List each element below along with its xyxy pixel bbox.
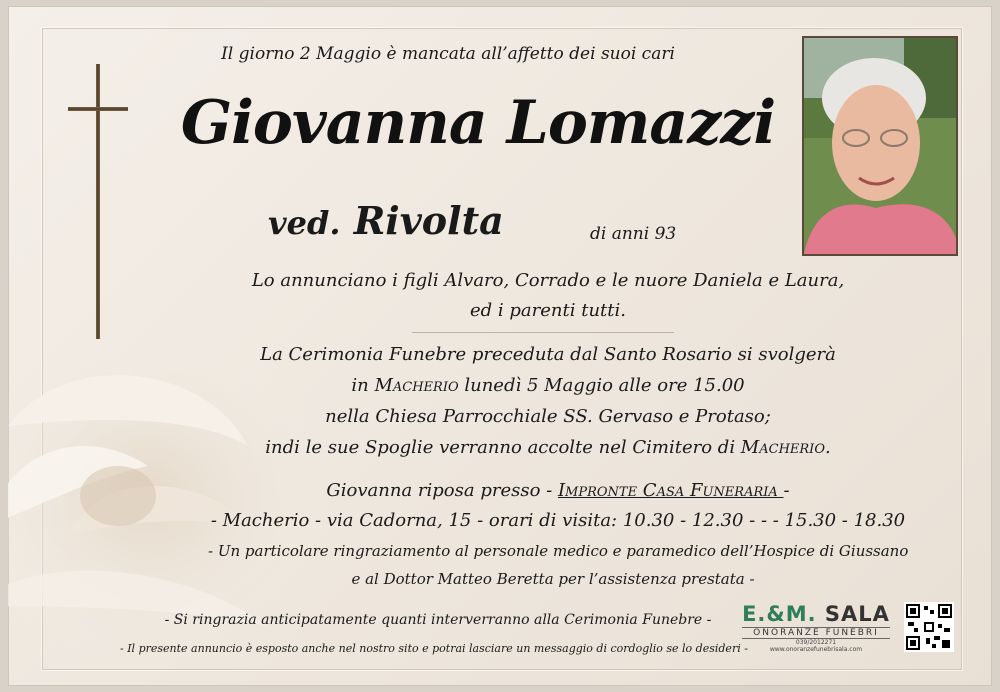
widow-surname: Rivolta <box>353 198 504 243</box>
logo-brand-sala: SALA <box>824 602 890 626</box>
logo-phone: 039/2012271 <box>795 639 837 646</box>
ceremony-line-2-pre: in <box>351 375 375 396</box>
deceased-name: Giovanna Lomazzi <box>180 88 776 158</box>
ceremony-line-4 <box>228 437 868 458</box>
ceremony-line-4-pre: indi le sue Spoglie verranno accolte nel Cimitero di <box>265 437 741 458</box>
cross-icon <box>96 64 100 339</box>
ceremony-line-2-post: lunedì 5 Maggio alle ore 15.00 <box>458 375 745 396</box>
thanks-advance: - Si ringrazia anticipatamente quanti interverranno alla Cerimonia Funebre - <box>164 612 712 628</box>
logo-subtitle: ONORANZE FUNEBRI <box>742 627 890 639</box>
funeral-home-link[interactable]: Impronte Casa Funeraria <box>557 480 784 501</box>
qr-code-icon[interactable] <box>904 602 954 652</box>
rest-line-post: - <box>783 480 790 501</box>
ceremony-line-1: La Cerimonia Funebre preceduta dal Santo Rosario si svolgerà <box>260 344 836 365</box>
ceremony-line-3: nella Chiesa Parrocchiale SS. Gervaso e Protaso; <box>325 406 771 427</box>
cemetery-place: Macherio <box>740 437 825 458</box>
widow-line <box>268 198 504 243</box>
announcers-line-1: Lo annunciano i figli Alvaro, Corrado e le nuore Daniela e Laura, <box>251 270 845 291</box>
thanks-line-1: - Un particolare ringraziamento al personale medico e paramedico dell’Hospice di Giussano <box>208 542 909 560</box>
rest-line <box>208 480 908 501</box>
logo-brand <box>732 602 900 626</box>
announcers-line-2: ed i parenti tutti. <box>470 300 626 321</box>
divider <box>412 332 674 333</box>
age-label: di anni 93 <box>590 224 677 244</box>
ceremony-line-4-post: . <box>824 437 831 458</box>
visit-hours-line: - Macherio - via Cadorna, 15 - orari di visita: 10.30 - 12.30 - - - 15.30 - 18.30 <box>210 510 906 531</box>
ceremony-line-2 <box>228 375 868 396</box>
cross-icon-bar <box>68 107 128 111</box>
widow-prefix: ved. <box>268 204 341 242</box>
portrait-photo <box>802 36 958 256</box>
funeral-home-logo <box>732 602 900 658</box>
ceremony-place: Macherio <box>374 375 459 396</box>
logo-website: www.onoranzefunebrisala.com <box>769 646 863 653</box>
thanks-line-2: e al Dottor Matteo Beretta per l’assistenza prestata - <box>351 570 755 588</box>
intro-line: Il giorno 2 Maggio è mancata all’affetto dei suoi cari <box>221 44 675 64</box>
obituary-card <box>8 6 992 686</box>
logo-brand-em: E.&M. <box>742 602 817 626</box>
rest-line-pre: Giovanna riposa presso - <box>326 480 558 501</box>
portrait-image <box>804 38 956 254</box>
site-note: - Il presente annuncio è esposto anche nel nostro sito e potrai lasciare un messaggio di cordoglio se lo desideri - <box>120 642 748 655</box>
